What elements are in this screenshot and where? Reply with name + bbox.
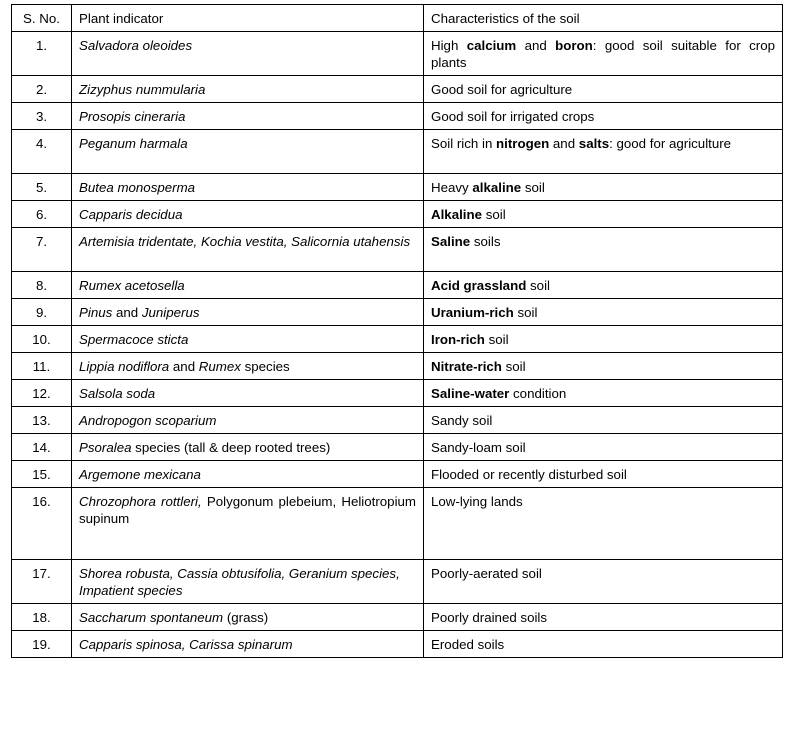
- row-soil-characteristics: [424, 461, 783, 488]
- characteristics-text-part: High: [431, 38, 467, 53]
- characteristics-text-part: calcium: [466, 38, 517, 53]
- plant-text-part: Spermacoce sticta: [79, 332, 189, 347]
- row-plant-indicator: [72, 228, 424, 272]
- characteristics-text-part: and: [516, 38, 556, 53]
- row-serial-number: 6.: [12, 201, 72, 228]
- table-row: [12, 407, 783, 434]
- row-serial-number: 1.: [12, 32, 72, 76]
- characteristics-text-part: condition: [509, 386, 567, 401]
- row-serial-number: 13.: [12, 407, 72, 434]
- row-serial-number: 9.: [12, 299, 72, 326]
- characteristics-text-part: salts: [578, 136, 610, 151]
- row-plant-indicator: [72, 407, 424, 434]
- table-row: [12, 76, 783, 103]
- row-soil-characteristics: [424, 299, 783, 326]
- characteristics-text-part: soil: [501, 359, 526, 374]
- row-soil-characteristics: [424, 380, 783, 407]
- row-soil-characteristics: [424, 604, 783, 631]
- plant-text-part: Rumex acetosella: [79, 278, 185, 293]
- row-plant-indicator: [72, 272, 424, 299]
- characteristics-text-part: soil: [521, 180, 545, 195]
- characteristics-text-part: Uranium-rich: [431, 305, 514, 320]
- row-plant-indicator: [72, 326, 424, 353]
- row-plant-indicator: [72, 76, 424, 103]
- row-serial-number: 12.: [12, 380, 72, 407]
- characteristics-text-part: Alkaline: [431, 207, 482, 222]
- row-plant-indicator: [72, 380, 424, 407]
- table-row: [12, 32, 783, 76]
- plant-text-part: Saccharum spontaneum: [79, 610, 224, 625]
- row-serial-number: 2.: [12, 76, 72, 103]
- plant-text-part: and: [112, 305, 142, 320]
- row-plant-indicator: [72, 461, 424, 488]
- characteristics-text-part: soils: [470, 234, 501, 249]
- row-serial-number: 7.: [12, 228, 72, 272]
- row-soil-characteristics: [424, 32, 783, 76]
- row-serial-number: 19.: [12, 631, 72, 658]
- characteristics-text-part: Sandy soil: [431, 413, 493, 428]
- row-soil-characteristics: [424, 174, 783, 201]
- characteristics-text-part: and: [549, 136, 579, 151]
- table-row: [12, 228, 783, 272]
- plant-text-part: Capparis decidua: [79, 207, 183, 222]
- row-soil-characteristics: [424, 228, 783, 272]
- plant-text-part: Lippia nodiflora: [79, 359, 170, 374]
- plant-text-part: Pinus: [79, 305, 113, 320]
- row-soil-characteristics: [424, 272, 783, 299]
- plant-text-part: Prosopis cineraria: [79, 109, 186, 124]
- table-row: [12, 130, 783, 174]
- row-plant-indicator: [72, 631, 424, 658]
- characteristics-text-part: Low-lying lands: [431, 494, 523, 509]
- row-plant-indicator: [72, 130, 424, 174]
- table-row: [12, 174, 783, 201]
- table-row: [12, 631, 783, 658]
- row-serial-number: 3.: [12, 103, 72, 130]
- plant-text-part: (grass): [223, 610, 269, 625]
- column-header-serial-number: S. No.: [12, 5, 72, 32]
- row-serial-number: 10.: [12, 326, 72, 353]
- row-soil-characteristics: [424, 130, 783, 174]
- row-serial-number: 14.: [12, 434, 72, 461]
- row-soil-characteristics: [424, 326, 783, 353]
- row-serial-number: 15.: [12, 461, 72, 488]
- table-row: [12, 488, 783, 560]
- row-plant-indicator: [72, 201, 424, 228]
- characteristics-text-part: Sandy-loam soil: [431, 440, 526, 455]
- characteristics-text-part: alkaline: [472, 180, 522, 195]
- characteristics-text-part: Poorly drained soils: [431, 610, 548, 625]
- characteristics-text-part: Good soil for irrigated crops: [431, 109, 595, 124]
- characteristics-text-part: Flooded or recently disturbed soil: [431, 467, 627, 482]
- characteristics-text-part: Saline: [431, 234, 471, 249]
- row-serial-number: 8.: [12, 272, 72, 299]
- row-soil-characteristics: [424, 560, 783, 604]
- row-serial-number: 18.: [12, 604, 72, 631]
- row-soil-characteristics: [424, 407, 783, 434]
- table-row: [12, 560, 783, 604]
- plant-text-part: Psoralea: [79, 440, 132, 455]
- table-row: [12, 326, 783, 353]
- table-row: [12, 103, 783, 130]
- table-row: [12, 380, 783, 407]
- characteristics-text-part: Acid grassland: [431, 278, 527, 293]
- characteristics-text-part: Heavy: [431, 180, 473, 195]
- row-soil-characteristics: [424, 103, 783, 130]
- column-header-soil-characteristics: Characteristics of the soil: [424, 5, 783, 32]
- row-soil-characteristics: [424, 631, 783, 658]
- plant-text-part: Chrozophora rottleri,: [79, 494, 202, 509]
- characteristics-text-part: : good for agriculture: [609, 136, 732, 151]
- characteristics-text-part: soil: [513, 305, 538, 320]
- table-row: [12, 434, 783, 461]
- row-soil-characteristics: [424, 434, 783, 461]
- table-row: [12, 604, 783, 631]
- plant-text-part: Butea monosperma: [79, 180, 196, 195]
- plant-text-part: Peganum harmala: [79, 136, 188, 151]
- row-soil-characteristics: [424, 353, 783, 380]
- table-row: [12, 272, 783, 299]
- plant-text-part: Argemone mexicana: [79, 467, 201, 482]
- table-body: [12, 32, 783, 658]
- plant-text-part: Artemisia tridentate, Kochia vestita, Salicornia utahensis: [79, 234, 411, 249]
- characteristics-text-part: Good soil for agriculture: [431, 82, 573, 97]
- characteristics-text-part: soil: [526, 278, 550, 293]
- characteristics-text-part: boron: [555, 38, 593, 53]
- plant-text-part: Salsola soda: [79, 386, 156, 401]
- row-plant-indicator: [72, 488, 424, 560]
- characteristics-text-part: nitrogen: [496, 136, 550, 151]
- plant-text-part: Juniperus: [141, 305, 200, 320]
- row-plant-indicator: [72, 299, 424, 326]
- characteristics-text-part: : good soil suitable for crop plants: [431, 38, 775, 70]
- table-header-row: [12, 5, 783, 32]
- row-plant-indicator: [72, 353, 424, 380]
- plant-text-part: species (tall & deep rooted trees): [131, 440, 331, 455]
- characteristics-text-part: Poorly-aerated soil: [431, 566, 542, 581]
- plant-text-part: species: [240, 359, 290, 374]
- row-soil-characteristics: [424, 76, 783, 103]
- characteristics-text-part: Iron-rich: [431, 332, 485, 347]
- row-soil-characteristics: [424, 488, 783, 560]
- characteristics-text-part: soil: [484, 332, 509, 347]
- row-plant-indicator: [72, 174, 424, 201]
- plant-text-part: Capparis spinosa, Carissa spinarum: [79, 637, 293, 652]
- characteristics-text-part: Soil rich in: [431, 136, 497, 151]
- row-plant-indicator: [72, 32, 424, 76]
- plant-text-part: Salvadora oleoides: [79, 38, 193, 53]
- table-row: [12, 299, 783, 326]
- row-plant-indicator: [72, 434, 424, 461]
- row-serial-number: 16.: [12, 488, 72, 560]
- table-row: [12, 353, 783, 380]
- table-row: [12, 201, 783, 228]
- plant-text-part: Polygonum plebeium, Heliotropium supinum: [79, 494, 416, 526]
- row-serial-number: 5.: [12, 174, 72, 201]
- plant-text-part: Andropogon scoparium: [79, 413, 217, 428]
- table-row: [12, 461, 783, 488]
- row-plant-indicator: [72, 560, 424, 604]
- row-plant-indicator: [72, 604, 424, 631]
- plant-text-part: and: [169, 359, 199, 374]
- characteristics-text-part: Nitrate-rich: [431, 359, 502, 374]
- row-serial-number: 11.: [12, 353, 72, 380]
- column-header-plant-indicator: Plant indicator: [72, 5, 424, 32]
- plant-text-part: Shorea robusta, Cassia obtusifolia, Geranium species, Impatient species: [79, 566, 400, 598]
- characteristics-text-part: soil: [482, 207, 506, 222]
- characteristics-text-part: Eroded soils: [431, 637, 505, 652]
- row-serial-number: 4.: [12, 130, 72, 174]
- characteristics-text-part: Saline-water: [431, 386, 510, 401]
- row-serial-number: 17.: [12, 560, 72, 604]
- row-plant-indicator: [72, 103, 424, 130]
- plant-text-part: Zizyphus nummularia: [79, 82, 206, 97]
- row-soil-characteristics: [424, 201, 783, 228]
- plant-text-part: Rumex: [198, 359, 241, 374]
- plant-indicator-table: [11, 4, 783, 658]
- table-header: [12, 5, 783, 32]
